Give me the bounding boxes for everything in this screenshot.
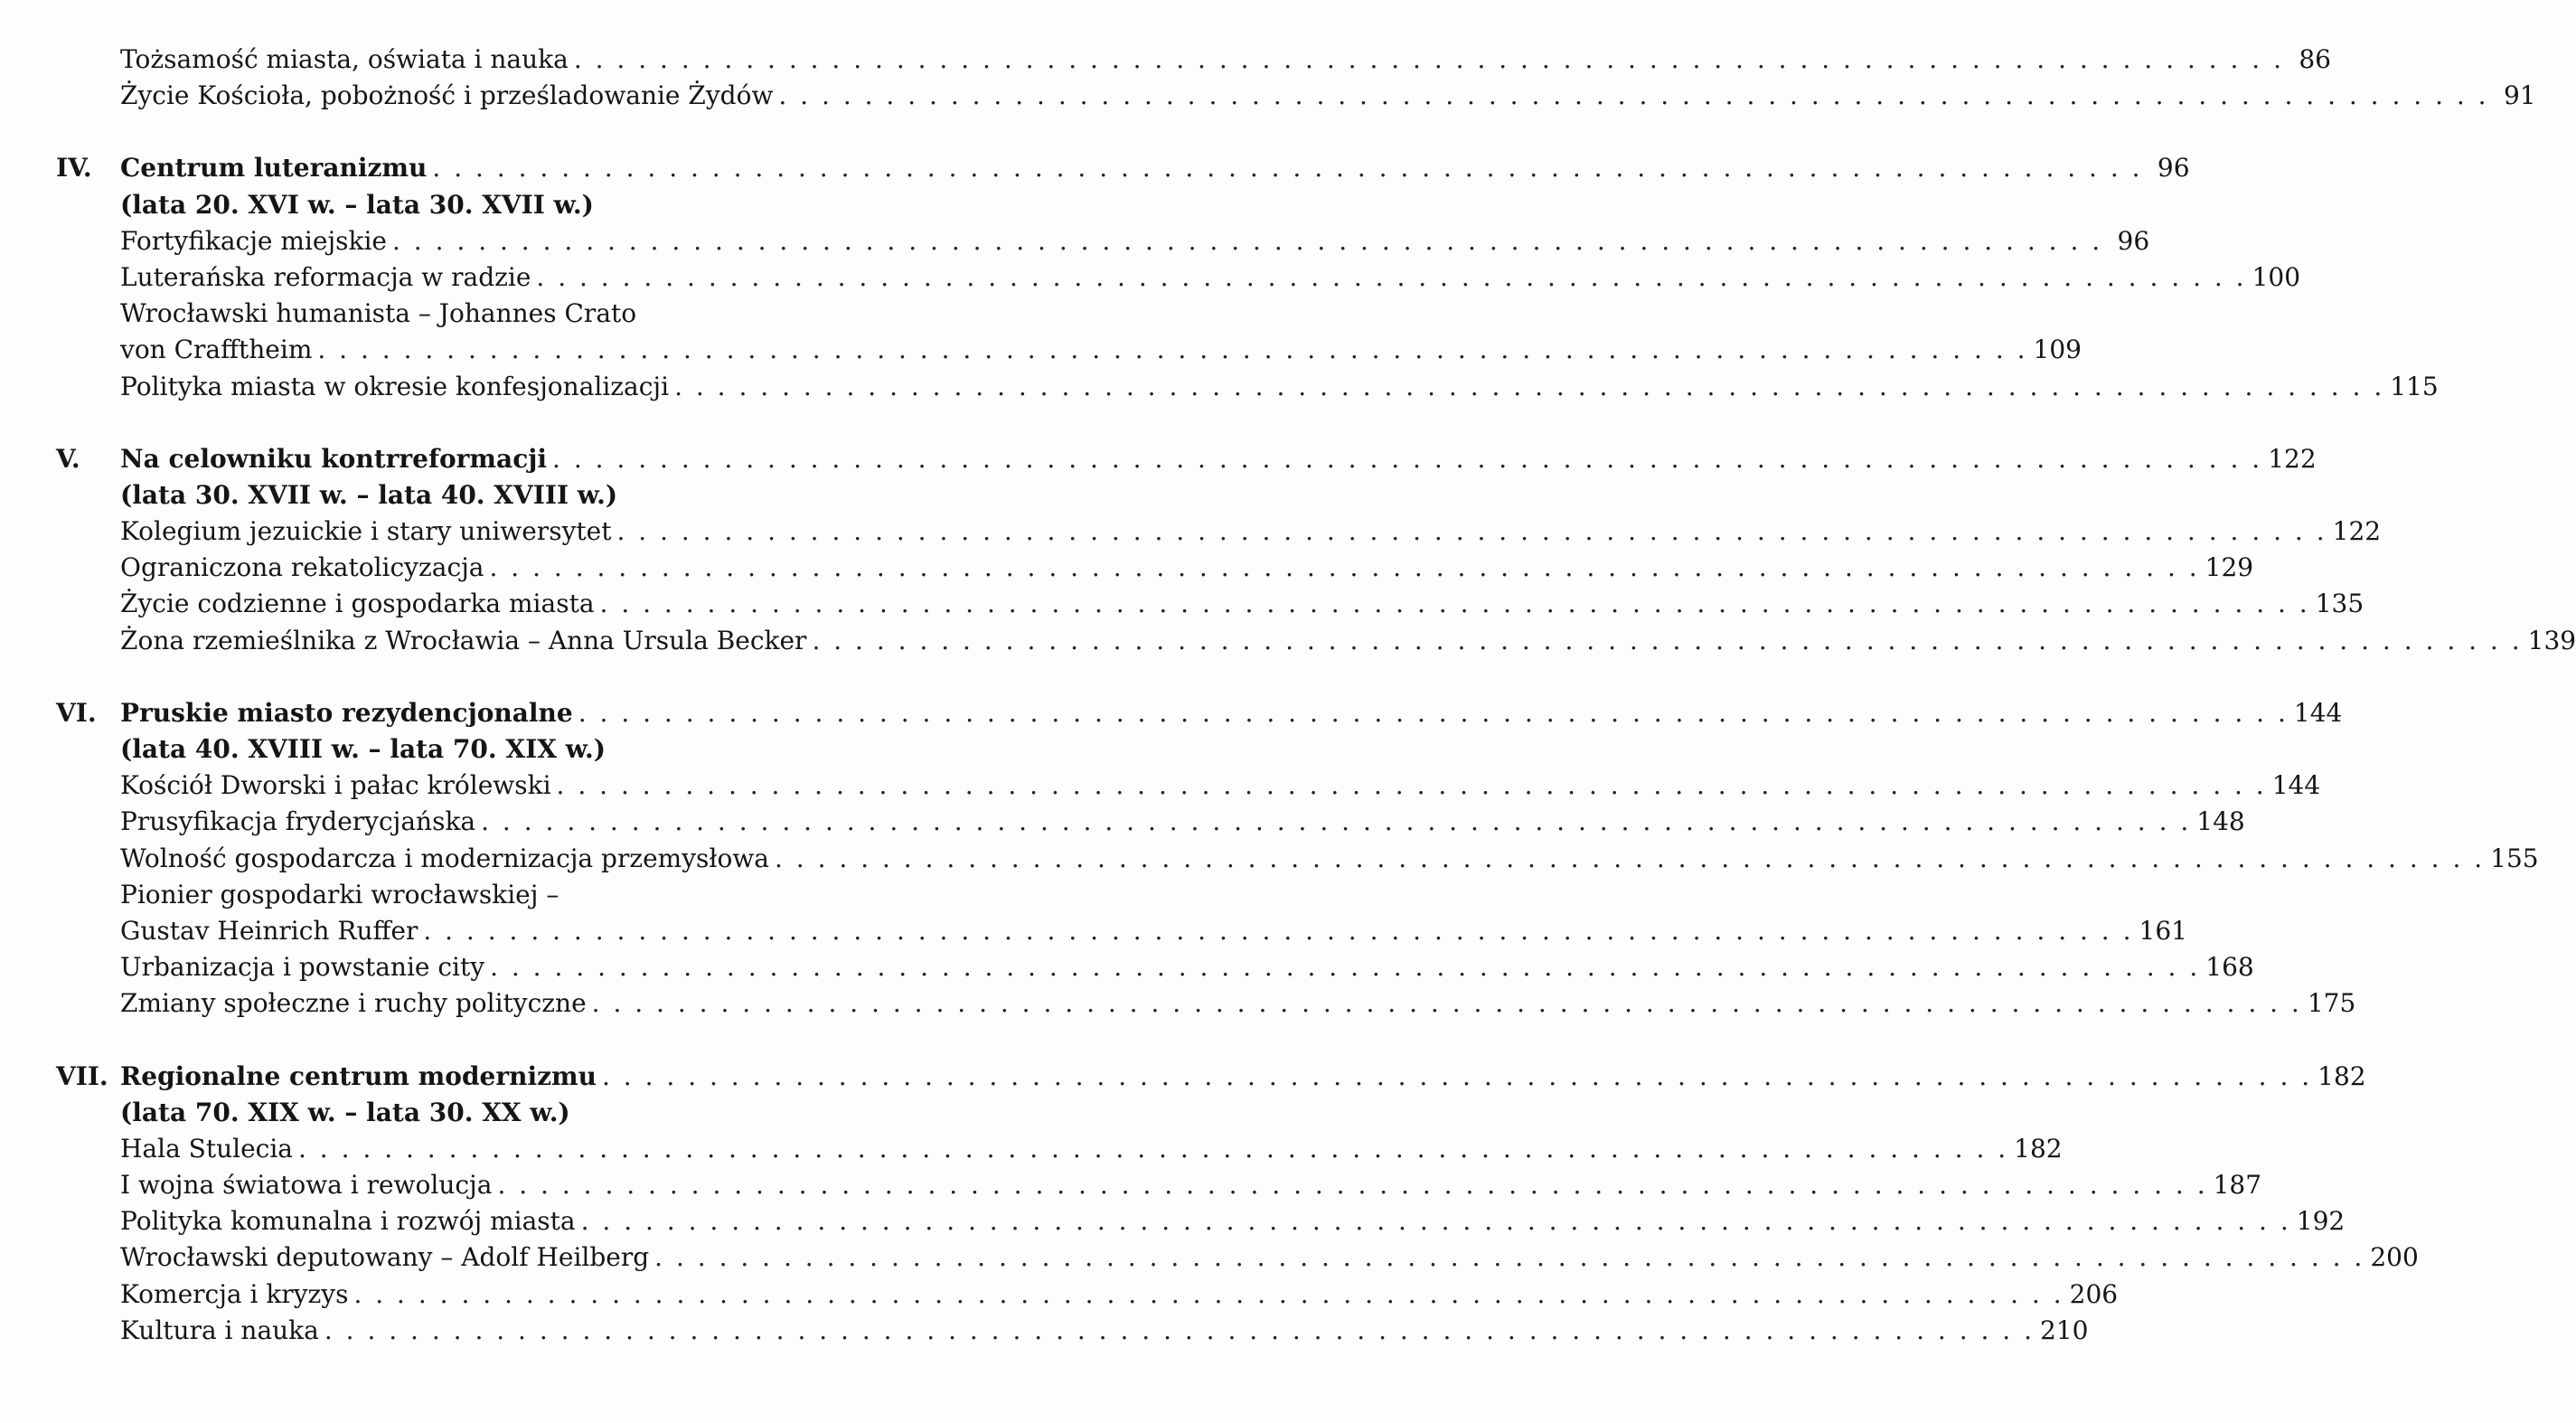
toc-entry[interactable] bbox=[0, 1167, 2262, 1203]
chapter-period[interactable] bbox=[0, 731, 880, 768]
toc-entry[interactable] bbox=[0, 768, 2321, 804]
chapter-heading[interactable] bbox=[0, 441, 2317, 477]
dot-leader: . . . . . . . . . . . . . . . . . . . . . . . . . . . . . . . . . . . . . . . . . . . . . . . . . . . . . . . . . . . . . . . . . . . . . . . . . . . . . . . . bbox=[616, 516, 2327, 547]
entry-title: Ograniczona rekatolicyzacja bbox=[120, 552, 484, 583]
dot-leader: . . . . . . . . . . . . . . . . . . . . . . . . . . . . . . . . . . . . . . . . . . . . . . . . . . . . . . . . . . . . . . . . . . . . . . . . . . . . . . . . bbox=[432, 153, 2143, 184]
page-number: 161 bbox=[2139, 915, 2187, 946]
entry-title: Kultura i nauka bbox=[120, 1315, 319, 1345]
toc-line bbox=[120, 514, 2382, 550]
entry-title: Fortyfikacje miejskie bbox=[120, 225, 387, 256]
toc-entry[interactable] bbox=[0, 623, 2576, 659]
page-number: 86 bbox=[2299, 44, 2331, 74]
toc-line bbox=[120, 42, 2331, 78]
toc-line bbox=[120, 1167, 2262, 1203]
chapter-heading[interactable] bbox=[0, 150, 2190, 186]
toc-entry[interactable] bbox=[0, 1239, 2419, 1276]
toc-line bbox=[120, 1131, 2063, 1167]
toc-line bbox=[120, 441, 2317, 477]
chapter-period-text: (lata 20. XVI w. – lata 30. XVII w.) bbox=[120, 189, 594, 220]
toc-entry[interactable] bbox=[0, 369, 2439, 405]
toc-line bbox=[120, 623, 2576, 659]
dot-leader: . . . . . . . . . . . . . . . . . . . . . . . . . . . . . . . . . . . . . . . . . . . . . . . . . . . . . . . . . . . . . . . . . . . . . . . . . . . . . . . . bbox=[489, 552, 2200, 583]
dot-leader: . . . . . . . . . . . . . . . . . . . . . . . . . . . . . . . . . . . . . . . . . . . . . . . . . . . . . . . . . . . . . . . . . . . . . . . . . . . . . . . . bbox=[573, 44, 2284, 74]
dot-leader: . . . . . . . . . . . . . . . . . . . . . . . . . . . . . . . . . . . . . . . . . . . . . . . . . . . . . . . . . . . . . . . . . . . . . . . . . . . . . . . . bbox=[297, 1133, 2009, 1164]
toc-line bbox=[120, 223, 2150, 259]
toc-entry[interactable] bbox=[0, 841, 2539, 877]
dot-leader: . . . . . . . . . . . . . . . . . . . . . . . . . . . . . . . . . . . . . . . . . . . . . . . . . . . . . . . . . . . . . . . . . . . . . . . . . . . . . . . . bbox=[599, 589, 2310, 619]
section-gap bbox=[0, 114, 880, 150]
toc-line bbox=[120, 804, 2245, 840]
toc-entry[interactable] bbox=[0, 514, 2382, 550]
toc-line bbox=[120, 296, 841, 332]
entry-title: Życie Kościoła, pobożność i prześladowanie Żydów bbox=[120, 80, 774, 111]
dot-leader: . . . . . . . . . . . . . . . . . . . . . . . . . . . . . . . . . . . . . . . . . . . . . . . . . . . . . . . . . . . . . . . . . . . . . . . . . . . . . . . . bbox=[812, 625, 2523, 655]
chapter-period-text: (lata 40. XVIII w. – lata 70. XIX w.) bbox=[120, 734, 606, 764]
page-number: 155 bbox=[2490, 843, 2539, 873]
page-number: 148 bbox=[2196, 806, 2245, 837]
page-number: 100 bbox=[2252, 261, 2301, 292]
chapter-title: Na celowniku kontrreformacji bbox=[120, 443, 548, 474]
entry-title: Zmiany społeczne i ruchy polityczne bbox=[120, 988, 587, 1019]
toc-line bbox=[120, 913, 2187, 949]
dot-leader: . . . . . . . . . . . . . . . . . . . . . . . . . . . . . . . . . . . . . . . . . . . . . . . . . . . . . . . . . . . . . . . . . . . . . . . . . . . . . . . . bbox=[674, 371, 2385, 401]
page-number: 175 bbox=[2307, 988, 2356, 1019]
chapter-title: Centrum luteranizmu bbox=[120, 153, 428, 184]
toc-line bbox=[120, 695, 2343, 731]
toc-entry[interactable] bbox=[0, 1277, 2119, 1313]
toc-line bbox=[120, 259, 2301, 296]
entry-title: Wolność gospodarcza i modernizacja przemysłowa bbox=[120, 843, 769, 873]
toc-line bbox=[120, 477, 841, 514]
chapter-number: IV. bbox=[56, 153, 92, 184]
table-of-contents bbox=[0, 42, 2576, 1349]
toc-line bbox=[120, 1277, 2119, 1313]
entry-title: Komercja i kryzys bbox=[120, 1278, 349, 1309]
toc-entry[interactable] bbox=[0, 985, 2356, 1022]
dot-leader: . . . . . . . . . . . . . . . . . . . . . . . . . . . . . . . . . . . . . . . . . . . . . . . . . . . . . . . . . . . . . . . . . . . . . . . . . . . . . . . . bbox=[317, 335, 2028, 365]
entry-title: Luterańska reformacja w radzie bbox=[120, 261, 531, 292]
toc-entry[interactable] bbox=[0, 586, 2364, 622]
toc-entry[interactable] bbox=[0, 259, 2301, 296]
entry-title: Polityka komunalna i rozwój miasta bbox=[120, 1206, 576, 1237]
toc-entry[interactable] bbox=[0, 550, 2254, 586]
toc-line bbox=[120, 985, 2356, 1022]
dot-leader: . . . . . . . . . . . . . . . . . . . . . . . . . . . . . . . . . . . . . . . . . . . . . . . . . . . . . . . . . . . . . . . . . . . . . . . . . . . . . . . . bbox=[602, 1060, 2313, 1091]
toc-entry[interactable] bbox=[0, 332, 2082, 368]
toc-entry[interactable] bbox=[0, 913, 2187, 949]
dot-leader: . . . . . . . . . . . . . . . . . . . . . . . . . . . . . . . . . . . . . . . . . . . . . . . . . . . . . . . . . . . . . . . . . . . . . . . . . . . . . . . . bbox=[654, 1242, 2365, 1273]
dot-leader: . . . . . . . . . . . . . . . . . . . . . . . . . . . . . . . . . . . . . . . . . . . . . . . . . . . . . . . . . . . . . . . . . . . . . . . . . . . . . . . . bbox=[353, 1278, 2064, 1309]
page-number: 192 bbox=[2296, 1206, 2346, 1237]
page-number: 144 bbox=[2293, 697, 2343, 728]
chapter-period[interactable] bbox=[0, 477, 880, 514]
toc-line bbox=[120, 1313, 2089, 1349]
page-number: 115 bbox=[2390, 371, 2439, 401]
page-number: 109 bbox=[2033, 335, 2082, 365]
page-number: 168 bbox=[2205, 952, 2254, 983]
toc-entry[interactable] bbox=[0, 804, 2245, 840]
page-number: 96 bbox=[2117, 225, 2150, 256]
chapter-period-text: (lata 70. XIX w. – lata 30. XX w.) bbox=[120, 1097, 570, 1127]
entry-title: Gustav Heinrich Ruffer bbox=[120, 915, 418, 946]
page-number: 187 bbox=[2213, 1170, 2262, 1201]
entry-title: Kolegium jezuickie i stary uniwersytet bbox=[120, 516, 612, 547]
chapter-number: VI. bbox=[56, 697, 97, 728]
section-gap bbox=[0, 659, 880, 695]
toc-entry[interactable] bbox=[0, 949, 2254, 985]
entry-title: Tożsamość miasta, oświata i nauka bbox=[120, 44, 569, 74]
toc-line bbox=[120, 1059, 2366, 1095]
entry-title: Polityka miasta w okresie konfesjonalizacji bbox=[120, 371, 670, 401]
page-number: 144 bbox=[2271, 770, 2321, 801]
toc-line bbox=[120, 1095, 841, 1131]
entry-title: Kościół Dworski i pałac królewski bbox=[120, 770, 551, 801]
toc-entry[interactable] bbox=[0, 1131, 2063, 1167]
page-number: 129 bbox=[2205, 552, 2254, 583]
toc-entry[interactable] bbox=[0, 223, 2150, 259]
chapter-period[interactable] bbox=[0, 1095, 880, 1131]
toc-entry[interactable] bbox=[0, 296, 880, 332]
dot-leader: . . . . . . . . . . . . . . . . . . . . . . . . . . . . . . . . . . . . . . . . . . . . . . . . . . . . . . . . . . . . . . . . . . . . . . . . . . . . . . . . bbox=[580, 1206, 2291, 1237]
entry-title: Żona rzemieślnika z Wrocławia – Anna Ursula Becker bbox=[120, 625, 807, 655]
chapter-period-text: (lata 30. XVII w. – lata 40. XVIII w.) bbox=[120, 479, 618, 510]
toc-entry[interactable] bbox=[0, 1313, 2089, 1349]
toc-line bbox=[120, 369, 2439, 405]
toc-entry[interactable] bbox=[0, 78, 2536, 114]
dot-leader: . . . . . . . . . . . . . . . . . . . . . . . . . . . . . . . . . . . . . . . . . . . . . . . . . . . . . . . . . . . . . . . . . . . . . . . . . . . . . . . . bbox=[481, 806, 2192, 837]
dot-leader: . . . . . . . . . . . . . . . . . . . . . . . . . . . . . . . . . . . . . . . . . . . . . . . . . . . . . . . . . . . . . . . . . . . . . . . . . . . . . . . . bbox=[556, 770, 2267, 801]
entry-title: I wojna światowa i rewolucja bbox=[120, 1170, 493, 1201]
dot-leader: . . . . . . . . . . . . . . . . . . . . . . . . . . . . . . . . . . . . . . . . . . . . . . . . . . . . . . . . . . . . . . . . . . . . . . . . . . . . . . . . bbox=[490, 952, 2201, 983]
dot-leader: . . . . . . . . . . . . . . . . . . . . . . . . . . . . . . . . . . . . . . . . . . . . . . . . . . . . . . . . . . . . . . . . . . . . . . . . . . . . . . . . bbox=[552, 443, 2263, 474]
dot-leader: . . . . . . . . . . . . . . . . . . . . . . . . . . . . . . . . . . . . . . . . . . . . . . . . . . . . . . . . . . . . . . . . . . . . . . . . . . . . . . . . bbox=[591, 988, 2302, 1019]
chapter-title: Regionalne centrum modernizmu bbox=[120, 1060, 597, 1091]
toc-line bbox=[120, 332, 2082, 368]
toc-line bbox=[120, 586, 2364, 622]
chapter-heading[interactable] bbox=[0, 695, 2343, 731]
dot-leader: . . . . . . . . . . . . . . . . . . . . . . . . . . . . . . . . . . . . . . . . . . . . . . . . . . . . . . . . . . . . . . . . . . . . . . . . . . . . . . . . bbox=[497, 1170, 2208, 1201]
entry-title: Wrocławski humanista – Johannes Crato bbox=[120, 298, 637, 329]
chapter-period[interactable] bbox=[0, 187, 880, 223]
toc-line bbox=[120, 841, 2539, 877]
toc-line bbox=[120, 150, 2190, 186]
page-number: 210 bbox=[2040, 1315, 2089, 1345]
dot-leader: . . . . . . . . . . . . . . . . . . . . . . . . . . . . . . . . . . . . . . . . . . . . . . . . . . . . . . . . . . . . . . . . . . . . . . . . . . . . . . . . bbox=[423, 915, 2134, 946]
dot-leader: . . . . . . . . . . . . . . . . . . . . . . . . . . . . . . . . . . . . . . . . . . . . . . . . . . . . . . . . . . . . . . . . . . . . . . . . . . . . . . . . bbox=[578, 697, 2289, 728]
page-number: 139 bbox=[2527, 625, 2576, 655]
page-number: 206 bbox=[2069, 1278, 2119, 1309]
entry-title: Życie codzienne i gospodarka miasta bbox=[120, 589, 595, 619]
toc-entry[interactable] bbox=[0, 42, 2331, 78]
toc-line bbox=[120, 187, 841, 223]
chapter-title: Pruskie miasto rezydencjonalne bbox=[120, 697, 573, 728]
toc-line bbox=[120, 1203, 2346, 1239]
chapter-heading[interactable] bbox=[0, 1059, 2366, 1095]
page-number: 122 bbox=[2268, 443, 2317, 474]
page-number: 182 bbox=[2014, 1133, 2063, 1164]
page-number: 91 bbox=[2503, 80, 2536, 111]
dot-leader: . . . . . . . . . . . . . . . . . . . . . . . . . . . . . . . . . . . . . . . . . . . . . . . . . . . . . . . . . . . . . . . . . . . . . . . . . . . . . . . . bbox=[392, 225, 2103, 256]
toc-line bbox=[120, 949, 2254, 985]
chapter-number: V. bbox=[56, 443, 80, 474]
toc-line bbox=[120, 731, 841, 768]
page-number: 135 bbox=[2315, 589, 2364, 619]
page-number: 200 bbox=[2370, 1242, 2419, 1273]
page-number: 96 bbox=[2157, 153, 2190, 184]
page-number: 122 bbox=[2332, 516, 2382, 547]
dot-leader: . . . . . . . . . . . . . . . . . . . . . . . . . . . . . . . . . . . . . . . . . . . . . . . . . . . . . . . . . . . . . . . . . . . . . . . . . . . . . . . . bbox=[778, 80, 2489, 111]
toc-line bbox=[120, 550, 2254, 586]
page-number: 182 bbox=[2317, 1060, 2366, 1091]
section-gap bbox=[0, 1022, 880, 1059]
dot-leader: . . . . . . . . . . . . . . . . . . . . . . . . . . . . . . . . . . . . . . . . . . . . . . . . . . . . . . . . . . . . . . . . . . . . . . . . . . . . . . . . bbox=[775, 843, 2486, 873]
entry-title: Wrocławski deputowany – Adolf Heilberg bbox=[120, 1242, 650, 1273]
entry-title: Prusyfikacja fryderycjańska bbox=[120, 806, 476, 837]
entry-title: Pionier gospodarki wrocławskiej – bbox=[120, 879, 559, 909]
toc-entry[interactable] bbox=[0, 877, 880, 913]
toc-line bbox=[120, 78, 2536, 114]
toc-line bbox=[120, 768, 2321, 804]
toc-line bbox=[120, 1239, 2419, 1276]
dot-leader: . . . . . . . . . . . . . . . . . . . . . . . . . . . . . . . . . . . . . . . . . . . . . . . . . . . . . . . . . . . . . . . . . . . . . . . . . . . . . . . . bbox=[536, 261, 2247, 292]
toc-entry[interactable] bbox=[0, 1203, 2346, 1239]
entry-title: Hala Stulecia bbox=[120, 1133, 293, 1164]
entry-title: Urbanizacja i powstanie city bbox=[120, 952, 485, 983]
entry-title: von Crafftheim bbox=[120, 335, 313, 365]
section-gap bbox=[0, 405, 880, 441]
dot-leader: . . . . . . . . . . . . . . . . . . . . . . . . . . . . . . . . . . . . . . . . . . . . . . . . . . . . . . . . . . . . . . . . . . . . . . . . . . . . . . . . bbox=[324, 1315, 2035, 1345]
toc-line bbox=[120, 877, 841, 913]
chapter-number: VII. bbox=[56, 1060, 108, 1091]
